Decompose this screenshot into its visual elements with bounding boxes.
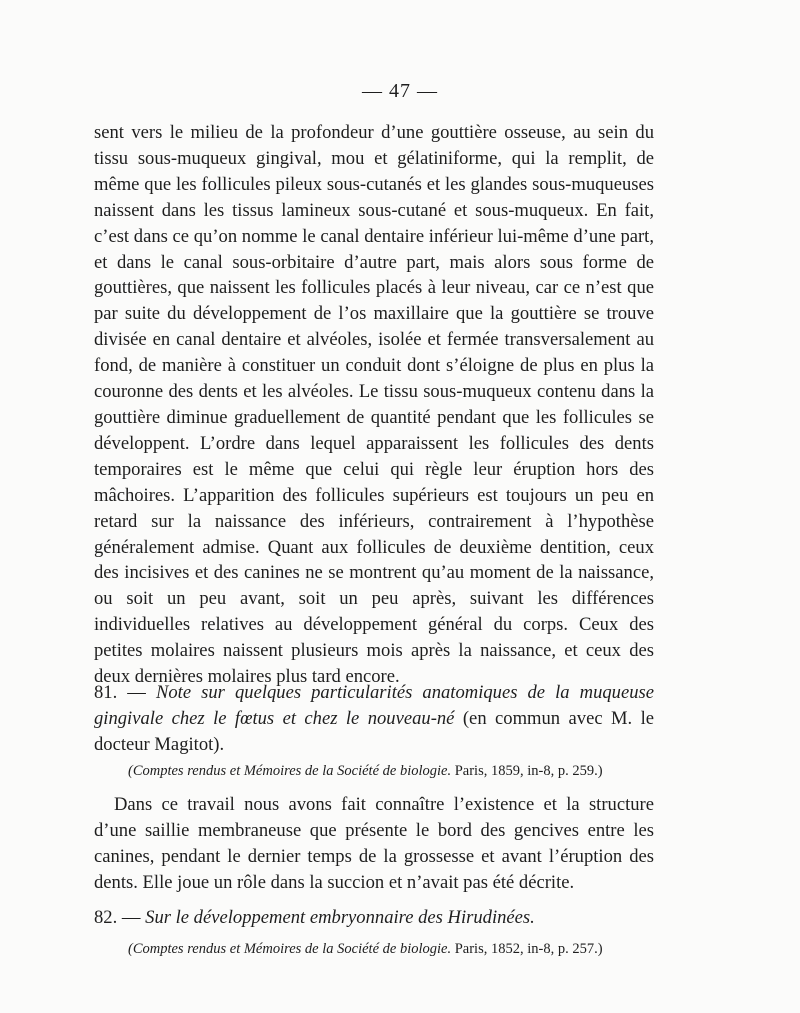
entry-81 bbox=[94, 680, 654, 758]
entry-81-citation-details: Paris, 1859, in-8, p. 259.) bbox=[451, 763, 603, 779]
entry-82 bbox=[94, 905, 654, 931]
entry-82-citation bbox=[128, 940, 668, 958]
main-paragraph: sent vers le milieu de la profondeur d’une gouttière osseuse, au sein du tissu sous-muqueux gingival, mou et gélatiniforme, qui la remplit, de même que les follicules pileux sous-cutanés et les glandes sous-muqueuses naissent dans les tissus lamineux sous-cutané et sous-muqueux. En fait, c’est dans ce qu’on nomme le canal dentaire inférieur lui-même d’une part, et dans le canal sous-orbitaire d’autre part, mais alors sous forme de gouttières, que naissent les follicules placés à leur niveau, car ce n’est que par suite du développement de l’os maxillaire que la gouttière se trouve divisée en canal dentaire et alvéoles, isolée et fermée transversalement au fond, de manière à constituer un conduit dont s’éloigne de plus en plus la couronne des dents et les alvéoles. Le tissu sous-muqueux contenu dans la gouttière diminue graduellement de quantité pendant que les follicules se développent. L’ordre dans lequel apparaissent les follicules des dents temporaires est le même que celui qui règle leur éruption hors des mâchoires. L’apparition des follicules supérieurs est toujours un peu en retard sur la naissance des inférieurs, contrairement à l’hypothèse généralement admise. Quant aux follicules de deuxième dentition, ceux des incisives et des canines ne se montrent qu’au moment de la naissance, ou soit un peu avant, soit un peu après, suivant les différences individuelles relatives au développement général du corps. Ceux des petites molaires naissent plusieurs mois après la naissance, et ceux des deux dernières molaires plus tard encore. bbox=[94, 122, 654, 688]
entry-81-suffix: (en commun avec M. le docteur Magitot). bbox=[94, 707, 655, 755]
entry-81-body: Dans ce travail nous avons fait connaître l’existence et la structure d’une saillie membraneuse que présente le bord des gencives entre les canines, pendant le dernier temps de la grossesse et avant l’éruption des dents. Elle joue un rôle dans la succion et n’avait pas été décrite. bbox=[94, 794, 654, 893]
entry-82-citation-source: (Comptes rendus et Mémoires de la Société de biologie. bbox=[128, 941, 452, 957]
entry-81-number: 81. — bbox=[94, 682, 146, 703]
entry-81-citation-source: (Comptes rendus et Mémoires de la Société de biologie. bbox=[128, 763, 452, 779]
entry-82-citation-details: Paris, 1852, in-8, p. 257.) bbox=[451, 941, 603, 957]
entry-81-citation bbox=[128, 762, 668, 780]
entry-81-title: Note sur quelques particularités anatomiques de la muqueuse gingivale chez le fœtus et chez le nouveau-né bbox=[94, 682, 654, 729]
entry-82-title: Sur le développement embryonnaire des Hirudinées. bbox=[145, 907, 535, 928]
entry-82-number: 82. — bbox=[94, 907, 141, 928]
page-number: — 47 — bbox=[362, 80, 438, 102]
